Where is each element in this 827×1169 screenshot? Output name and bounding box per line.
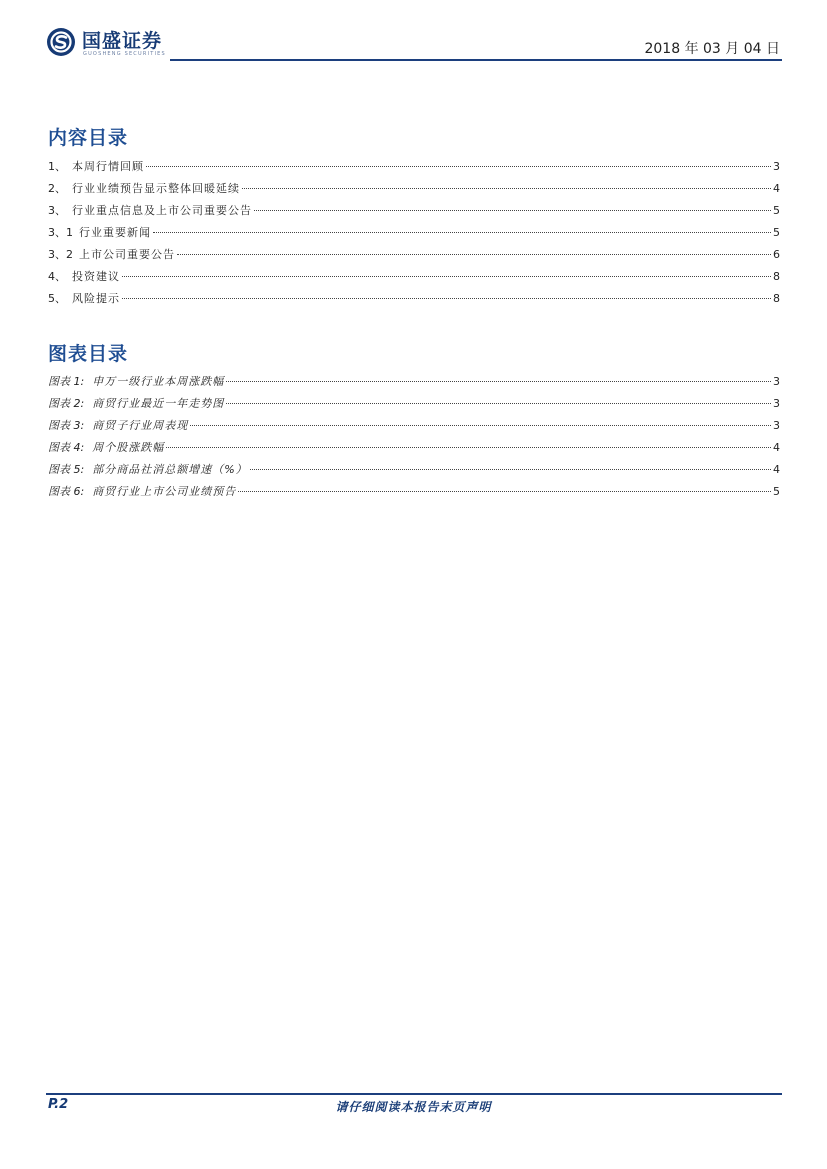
figure-entry-page: 5 xyxy=(773,485,780,498)
figure-entry-label: 商贸行业上市公司业绩预告 xyxy=(92,485,237,498)
dot-leader xyxy=(250,469,771,470)
toc-entry-number: 3、1 xyxy=(48,226,73,239)
figure-entry[interactable] xyxy=(48,417,780,439)
dot-leader xyxy=(166,447,771,448)
figure-entry[interactable] xyxy=(48,395,780,417)
figure-entry[interactable] xyxy=(48,373,780,395)
toc-entry-page: 3 xyxy=(773,160,780,173)
figure-entry-number: 图表 3: xyxy=(48,419,85,432)
toc-entry-number: 3、 xyxy=(48,204,66,217)
toc-entry-number: 2、 xyxy=(48,182,66,195)
toc-entry-page: 4 xyxy=(773,182,780,195)
logo-emblem-icon xyxy=(46,27,76,57)
toc-entry[interactable] xyxy=(48,158,780,180)
toc-entry[interactable] xyxy=(48,180,780,202)
dot-leader xyxy=(242,188,771,189)
toc-entry[interactable] xyxy=(48,246,780,268)
toc-entry-number: 5、 xyxy=(48,292,66,305)
figures-title: 图表目录 xyxy=(48,343,129,365)
contents-title: 内容目录 xyxy=(48,127,129,149)
figure-entry[interactable] xyxy=(48,461,780,483)
dot-leader xyxy=(177,254,771,255)
figure-entry-number: 图表 6: xyxy=(48,485,85,498)
dot-leader xyxy=(226,403,771,404)
toc-entry-page: 8 xyxy=(773,270,780,283)
figure-entry-number: 图表 2: xyxy=(48,397,85,410)
toc-entry[interactable] xyxy=(48,290,780,312)
toc-entry-page: 5 xyxy=(773,226,780,239)
toc-entry-label: 行业业绩预告显示整体回暖延续 xyxy=(72,182,240,195)
figure-entry-label: 部分商品社消总额增速（%） xyxy=(92,463,248,476)
page-number: P.2 xyxy=(48,1097,69,1112)
dot-leader xyxy=(153,232,771,233)
toc-entry-number: 3、2 xyxy=(48,248,73,261)
toc-entry-label: 风险提示 xyxy=(72,292,120,305)
figure-entry-page: 3 xyxy=(773,397,780,410)
footer-divider xyxy=(46,1093,782,1095)
toc-entry-page: 8 xyxy=(773,292,780,305)
figure-entry-page: 4 xyxy=(773,463,780,476)
figure-entry-page: 3 xyxy=(773,419,780,432)
figure-entry-label: 周个股涨跌幅 xyxy=(92,441,165,454)
contents-list xyxy=(48,158,780,312)
toc-entry-label: 上市公司重要公告 xyxy=(79,248,175,261)
figure-entry[interactable] xyxy=(48,439,780,461)
figure-entry-label: 商贸子行业周表现 xyxy=(92,419,189,432)
figure-entry-page: 3 xyxy=(773,375,780,388)
dot-leader xyxy=(146,166,771,167)
dot-leader xyxy=(122,298,771,299)
logo-text-cn: 国盛证券 xyxy=(82,30,163,52)
figure-entry-page: 4 xyxy=(773,441,780,454)
toc-entry-number: 4、 xyxy=(48,270,66,283)
dot-leader xyxy=(190,425,771,426)
toc-entry[interactable] xyxy=(48,268,780,290)
dot-leader xyxy=(254,210,771,211)
figure-entry-label: 商贸行业最近一年走势图 xyxy=(92,397,225,410)
dot-leader xyxy=(238,491,771,492)
figure-entry-number: 图表 4: xyxy=(48,441,85,454)
figures-list xyxy=(48,373,780,505)
toc-entry-label: 本周行情回顾 xyxy=(72,160,144,173)
toc-entry-page: 6 xyxy=(773,248,780,261)
toc-entry-label: 投资建议 xyxy=(72,270,120,283)
toc-entry[interactable] xyxy=(48,224,780,246)
figure-entry-number: 图表 5: xyxy=(48,463,85,476)
toc-entry-page: 5 xyxy=(773,204,780,217)
disclaimer-note: 请仔细阅读本报告末页声明 xyxy=(335,1100,492,1114)
page-header xyxy=(46,24,782,64)
figure-entry[interactable] xyxy=(48,483,780,505)
dot-leader xyxy=(226,381,771,382)
toc-entry-label: 行业重要新闻 xyxy=(79,226,151,239)
figure-entry-label: 申万一级行业本周涨跌幅 xyxy=(92,375,225,388)
toc-entry-label: 行业重点信息及上市公司重要公告 xyxy=(72,204,252,217)
dot-leader xyxy=(122,276,771,277)
report-date: 2018 年 03 月 04 日 xyxy=(644,41,780,57)
toc-entry[interactable] xyxy=(48,202,780,224)
toc-entry-number: 1、 xyxy=(48,160,66,173)
figure-entry-number: 图表 1: xyxy=(48,375,85,388)
header-divider xyxy=(170,59,782,61)
logo-text-en: GUOSHENG SECURITIES xyxy=(83,51,166,57)
